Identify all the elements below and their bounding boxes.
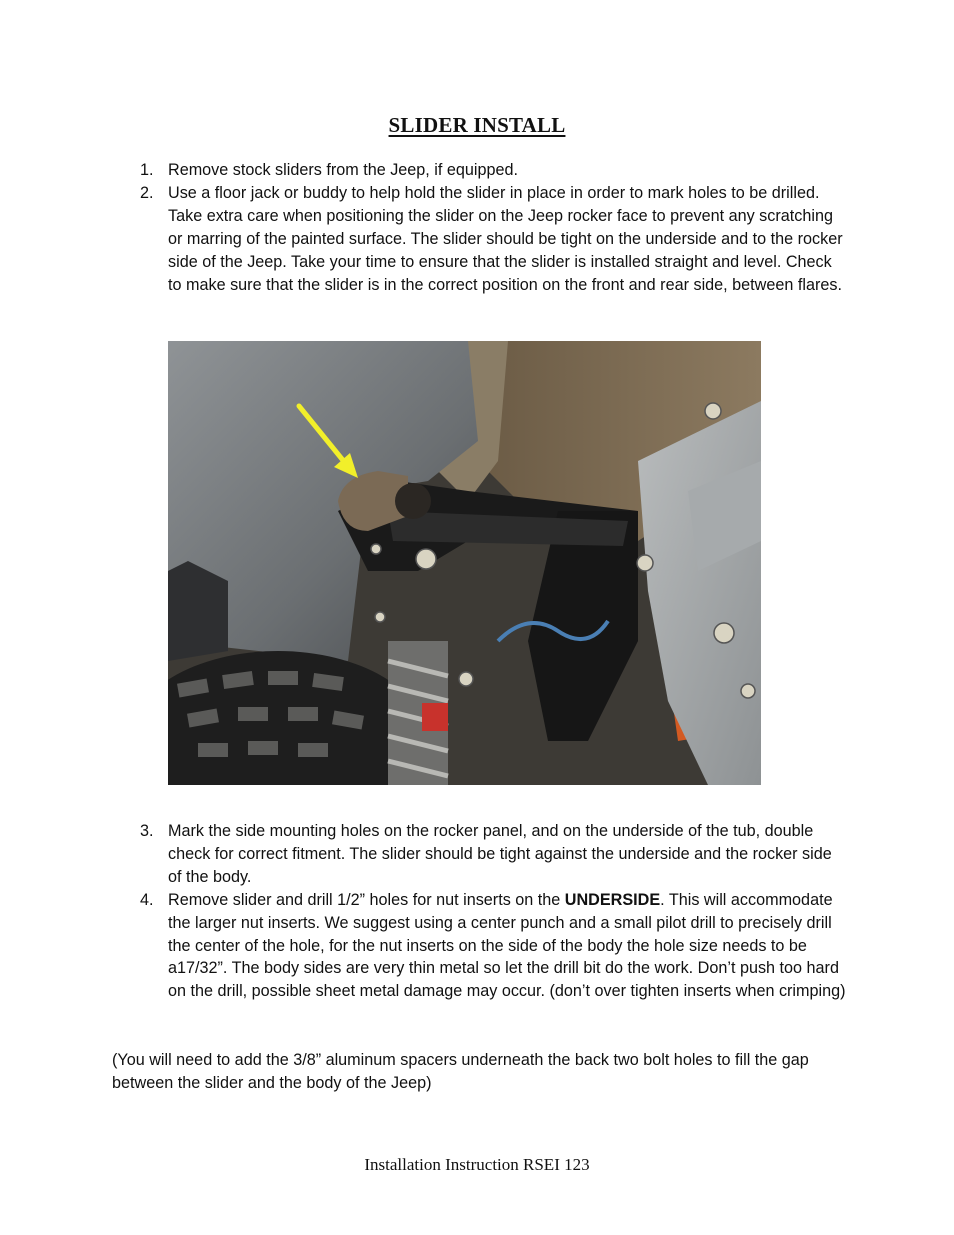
step-3 [140,820,848,889]
step-text-after: . This will accommodate the larger nut inserts. We suggest using a center punch and a small pilot drill to precisely drill the center of the hole, for the nut inserts on the side of the body the hole size needs to be a17/32”. The body sides are very thin metal so let the drill bit do the work. Don’t push too hard on the drill, possible sheet metal damage may occur. (don’t over tighten inserts when crimping) [168,890,846,1001]
steps-list-top [140,159,848,296]
step-text: Use a floor jack or buddy to help hold the slider in place in order to mark holes to be drilled. Take extra care when positioning the slider on the Jeep rocker face to prevent any scratching or marring of the painted surface. The slider should be tight on the underside and to the rocker side of the Jeep. Take your time to ensure that the slider is installed straight and level. Check to make sure that the slider is in the correct position on the front and rear side, between flares. [168,183,843,294]
page-title: SLIDER INSTALL [388,113,566,137]
step-text-before: Remove slider and drill 1/2” holes for nut inserts on the [168,890,565,909]
underside-emphasis: UNDERSIDE [564,890,661,909]
step-number: 3. [140,822,154,840]
spacer-note: (You will need to add the 3/8” aluminum spacers underneath the back two bolt holes to fill the gap between the slider and the body of the Jeep) [112,1051,809,1092]
step-2 [140,182,848,297]
page-footer: Installation Instruction RSEI 123 [364,1155,590,1174]
step-text: Remove stock sliders from the Jeep, if equipped. [168,161,518,179]
step-number: 1. [140,161,154,179]
step-number: 4. [140,890,154,909]
step-1 [140,159,848,182]
step-number: 2. [140,183,154,202]
step-4 [140,889,848,1004]
install-photo [168,341,761,785]
step-text: Mark the side mounting holes on the rocker panel, and on the underside of the tub, double check for correct fitment. The slider should be tight against the underside and the rocker side of the body. [168,822,832,886]
steps-list-bottom [140,820,848,1003]
